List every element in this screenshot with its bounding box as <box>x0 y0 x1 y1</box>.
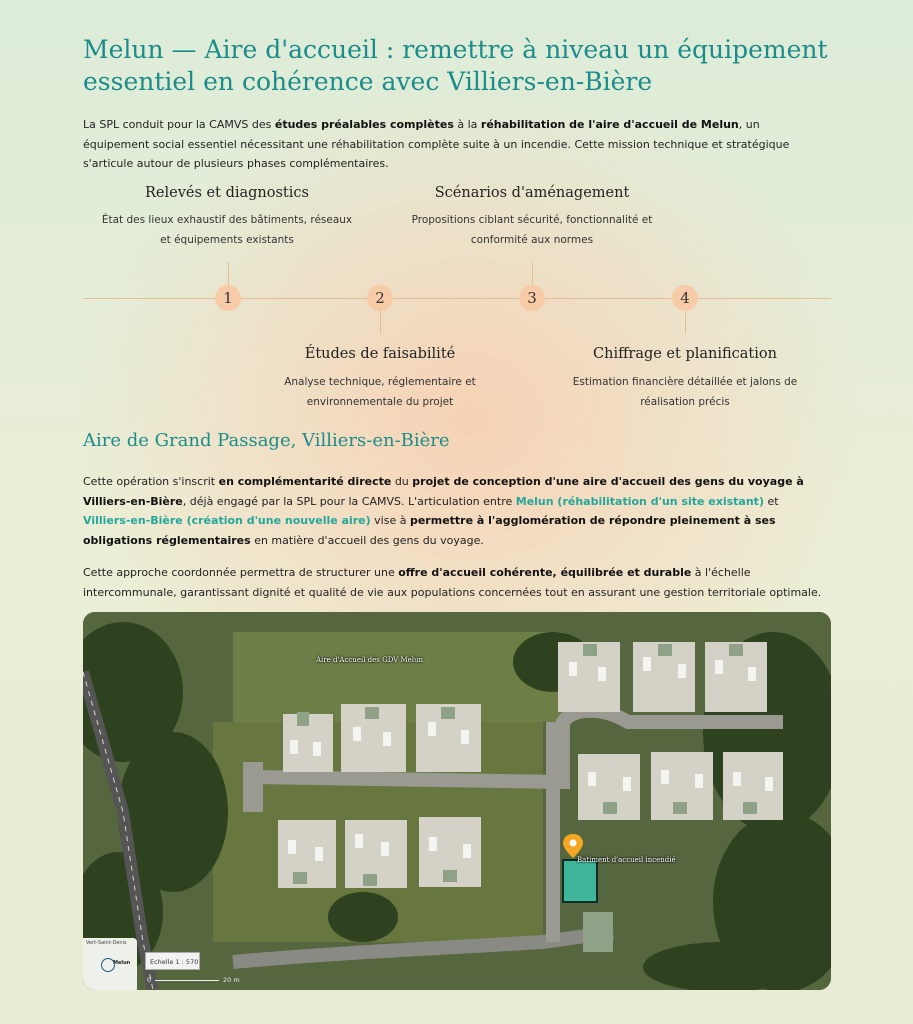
section-title: Aire de Grand Passage, Villiers-en-Bière <box>83 430 450 451</box>
step-1-title: Relevés et diagnostics <box>145 185 309 201</box>
step-2-connector <box>380 311 381 334</box>
building-label: Batiment d'accueil incendié <box>577 856 676 864</box>
timeline-line <box>83 298 831 299</box>
step-1-description: État des lieux exhaustif des bâtiments, réseaux et équipements existants <box>101 214 353 246</box>
step-4-description: Estimation financière détaillée et jalons de réalisation précis <box>572 376 798 408</box>
scale-bar <box>145 974 245 986</box>
scale-start: 0 <box>147 976 152 984</box>
step-4-connector <box>685 311 686 334</box>
aerial-map-image <box>83 612 831 990</box>
step-1-connector <box>228 262 229 285</box>
inset-city-1: Vert-Saint-Denis <box>86 940 127 946</box>
step-3-title: Scénarios d'aménagement <box>434 185 630 201</box>
page-title: Melun — Aire d'accueil : remettre à niveau un équipement essentiel en cohérence avec Villiers-en-Bière <box>83 35 828 96</box>
step-4-number: 4 <box>672 285 698 311</box>
inset-locator-map <box>83 938 137 990</box>
site-label: Aire d'Accueil des GDV Melun <box>316 656 424 664</box>
step-2-title: Études de faisabilité <box>304 346 456 362</box>
step-2-number: 2 <box>367 285 393 311</box>
inset-city-2: Melun <box>113 960 131 966</box>
step-4-title: Chiffrage et planification <box>593 346 777 362</box>
step-3-connector <box>532 262 533 285</box>
section-paragraph-2: Cette approche coordonnée permettra de structurer une offre d'accueil cohérente, équilibrée et durable à l'échelle intercommunale, garantissant dignité et qualité de vie aux populations concernées tout en assurant une gestion territoriale optimale. <box>83 566 822 599</box>
step-3-description: Propositions ciblant sécurité, fonctionnalité et conformité aux normes <box>411 214 653 246</box>
step-3-number: 3 <box>519 285 545 311</box>
step-2-description: Analyse technique, réglementaire et environnementale du projet <box>284 376 476 408</box>
scale-label: Echelle 1 : 570 <box>145 952 200 970</box>
scale-end: 20 m <box>223 976 240 984</box>
scale-line <box>155 980 219 981</box>
section-paragraph-1: Cette opération s'inscrit en complémentarité directe du projet de conception d'une aire d'accueil des gens du voyage à Villiers-en-Bière, déjà engagé par la SPL pour la CAMVS. L'articulation entre Melun (réhabilitation d'un site existant) et Villiers-en-Bière (création d'une nouvelle aire) vise à permettre à l'agglomération de répondre pleinement à ses obligations réglementaires en matière d'accueil des gens du voyage. <box>83 475 804 547</box>
intro-paragraph: La SPL conduit pour la CAMVS des études préalables complètes à la réhabilitation de l'aire d'accueil de Melun, un équipement social essentiel nécessitant une réhabilitation complète suite à un incendie. Cette mission technique et stratégique s'articule autour de plusieurs phases complémentaires. <box>83 118 790 170</box>
aerial-map[interactable] <box>83 612 831 990</box>
step-1-number: 1 <box>215 285 241 311</box>
